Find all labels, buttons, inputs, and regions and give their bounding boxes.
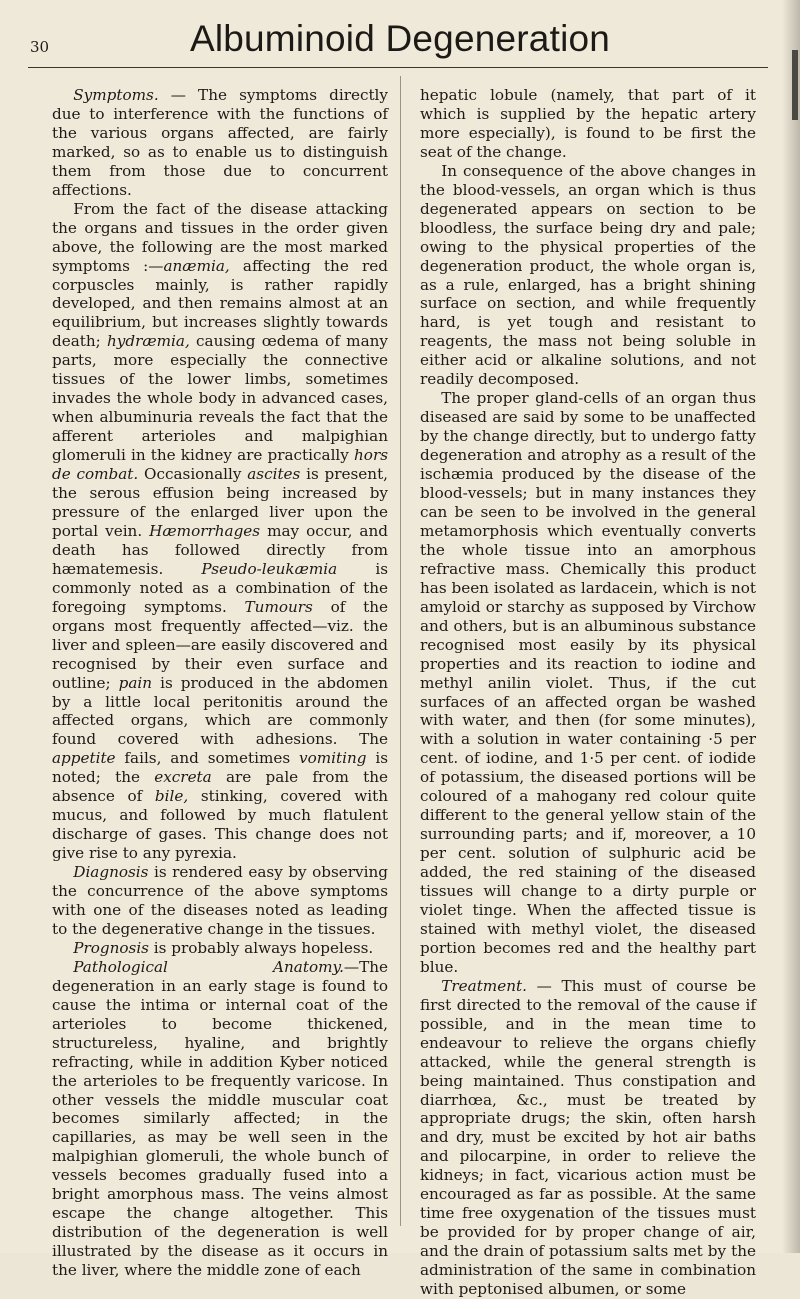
italic-term: pain: [118, 673, 153, 692]
paragraph-text: of the organs most frequently affected—viz. the liver and spleen—are easily discovered and recognised by their even surface and outline;: [52, 597, 388, 692]
italic-term: Tumours: [244, 597, 313, 616]
italic-term: hors de combat.: [52, 446, 388, 484]
italic-term: anæmia,: [163, 256, 230, 275]
paragraph-text: — The symptoms directly due to interference with the functions of the various organs affected, are fairly marked, so as to enable us to distinguish them from those due to concurrent affections.: [52, 86, 388, 199]
running-title: Albuminoid Degeneration: [189, 18, 611, 59]
paragraph: [52, 939, 388, 958]
paragraph-text: affecting the red corpuscles mainly, is rather rapidly developed, and then remains almost at an equilibrium, but increases slightly towards death;: [52, 256, 388, 351]
italic-term: Diagnosis: [73, 863, 149, 882]
paragraph-text: In consequence of the above changes in the blood-vessels, an organ which is thus degenerated appears on section to be bloodless, the surface being dry and pale; owing to the physical properties of the degeneration product, the whole organ is, as a rule, enlarged, has a bright shining surface on section, and while frequently hard, is yet tough and resistant to reagents, the mass not being soluble in either acid or alkaline solutions, and not readily decomposed.: [420, 161, 756, 389]
left-column: [52, 86, 388, 1280]
paragraph-text: stinking, covered with mucus, and followed by much flatulent discharge of gases. This change does not give rise to any pyrexia.: [52, 787, 388, 863]
paragraph-text: are pale from the absence of: [52, 768, 388, 806]
paragraph: [420, 162, 756, 389]
italic-term: Pathological Anatomy.: [73, 957, 344, 976]
italic-term: bile,: [154, 787, 189, 806]
paragraph-text: is noted; the: [52, 749, 388, 787]
paragraph-text: may occur, and death has followed directly from hæmatemesis.: [52, 521, 388, 578]
paragraph: [52, 86, 388, 200]
paragraph-text: fails, and sometimes: [115, 749, 300, 768]
paragraph-text: The proper gland-cells of an organ thus diseased are said by some to be unaffected by the change directly, but to undergo fatty degeneration and atrophy as a result of the ischæmia produced by the disease of the blood-vessels; but in many instances they can be seen to be involved in the general metamorphosis which eventually converts the whole tissue into an amorphous refractive mass. Chemically this product has been isolated as lardacein, which is not amyloid or starchy as supposed by Virchow and others, but is an albuminous substance recognised most easily by its physical properties and its reaction to iodine and methyl anilin violet. Thus, if the cut surfaces of an affected organ be washed with water, and then (for some minutes), with a solution in water containing ·5 per cent. of iodine, and 1·5 per cent. of iodide of potassium, the diseased portions will be coloured of a mahogany red colour quite different to the general yellow stain of the surrounding parts; and if, moreover, a 10 per cent. solution of sulphuric acid be added, the red staining of the diseased tissues will change to a dirty purple or violet tinge. When the affected tissue is stained with methyl violet, the diseased portion becomes red and the healthy part blue.: [420, 389, 756, 976]
italic-term: vomiting: [299, 749, 367, 768]
italic-term: ascites: [247, 465, 301, 484]
page-number: 30: [30, 38, 50, 56]
paragraph-text: is produced in the abdomen by a little local peritonitis around the affected organs, which are commonly found covered with adhesions. The: [52, 673, 388, 749]
paragraph: [52, 863, 388, 939]
section-lead: Symptoms.: [73, 86, 159, 104]
italic-term: excreta: [154, 768, 212, 787]
paragraph: [52, 200, 388, 863]
paragraph: [420, 977, 756, 1299]
paragraph-text: — This must of course be first directed to the removal of the cause if possible, and in the mean time to endeavour to relieve the organs chiefly attacked, while the general strength is being maintained. Thus constipation and diarrhœa, &c., must be treated by appropriate drugs; the skin, often harsh and dry, must be excited by hot air baths and pilocarpine, in order to relieve the kidneys; in fact, vicarious action must be encouraged as far as possible. At the same time free oxygenation of the tissues must be provided for by proper change of air, and the drain of potassium salts met by the administration of the same in combination with peptonised albumen, or some: [420, 976, 756, 1299]
paragraph-text: is commonly noted as a combination of the foregoing symptoms.: [52, 559, 388, 616]
italic-term: Hæmorrhages: [149, 521, 261, 540]
paragraph: [420, 86, 756, 162]
italic-term: Pseudo-leukæmia: [201, 559, 338, 578]
column-divider: [400, 76, 401, 1226]
italic-term: Prognosis: [73, 938, 149, 957]
right-column: [420, 86, 756, 1299]
paragraph: [420, 389, 756, 977]
italic-term: hydræmia,: [107, 332, 190, 351]
page-edge-mark: [792, 50, 798, 120]
paragraph-text: —The degeneration in an early stage is found to cause the intima or internal coat of the arterioles to become thickened, structureless, hyaline, and brightly refracting, while in addition Kyber noticed the arterioles to be frequently varicose. In other vessels the middle muscular coat becomes similarly affected; in the capillaries, as may be well seen in the malpighian glomeruli, the whole bunch of vessels becomes gradually fused into a bright amorphous mass. The veins almost escape the change altogether. This distribution of the degeneration is well illustrated by the disease as it occurs in the liver, where the middle zone of each: [52, 957, 388, 1280]
header-rule: [28, 67, 768, 68]
paragraph-text: From the fact of the disease attacking the organs and tissues in the order given above, the following are the most marked symptoms :—: [52, 199, 388, 275]
italic-term: appetite: [52, 749, 116, 768]
page-edge-shadow: [782, 0, 800, 1253]
paragraph-text: is rendered easy by observing the concurrence of the above symptoms with one of the diseases noted as leading to the degenerative change in the tissues.: [52, 863, 388, 938]
paragraph: [52, 958, 388, 1280]
paragraph-text: is probably always hopeless.: [148, 938, 374, 957]
paragraph-text: causing œdema of many parts, more especially the connective tissues of the lower limbs, sometimes invades the whole body in advanced cases, when albuminuria reveals the fact that the afferent arterioles and malpighian glomeruli in the kidney are practically: [52, 332, 388, 465]
paragraph-text: hepatic lobule (namely, that part of it which is supplied by the hepatic artery more especially), is found to be first the seat of the change.: [420, 86, 756, 161]
paragraph-text: is present, the serous effusion being increased by pressure of the enlarged liver upon the portal vein.: [52, 465, 388, 540]
paragraph-text: Occasionally: [138, 465, 248, 484]
page-header: [0, 8, 800, 64]
italic-term: Treatment.: [441, 976, 527, 995]
